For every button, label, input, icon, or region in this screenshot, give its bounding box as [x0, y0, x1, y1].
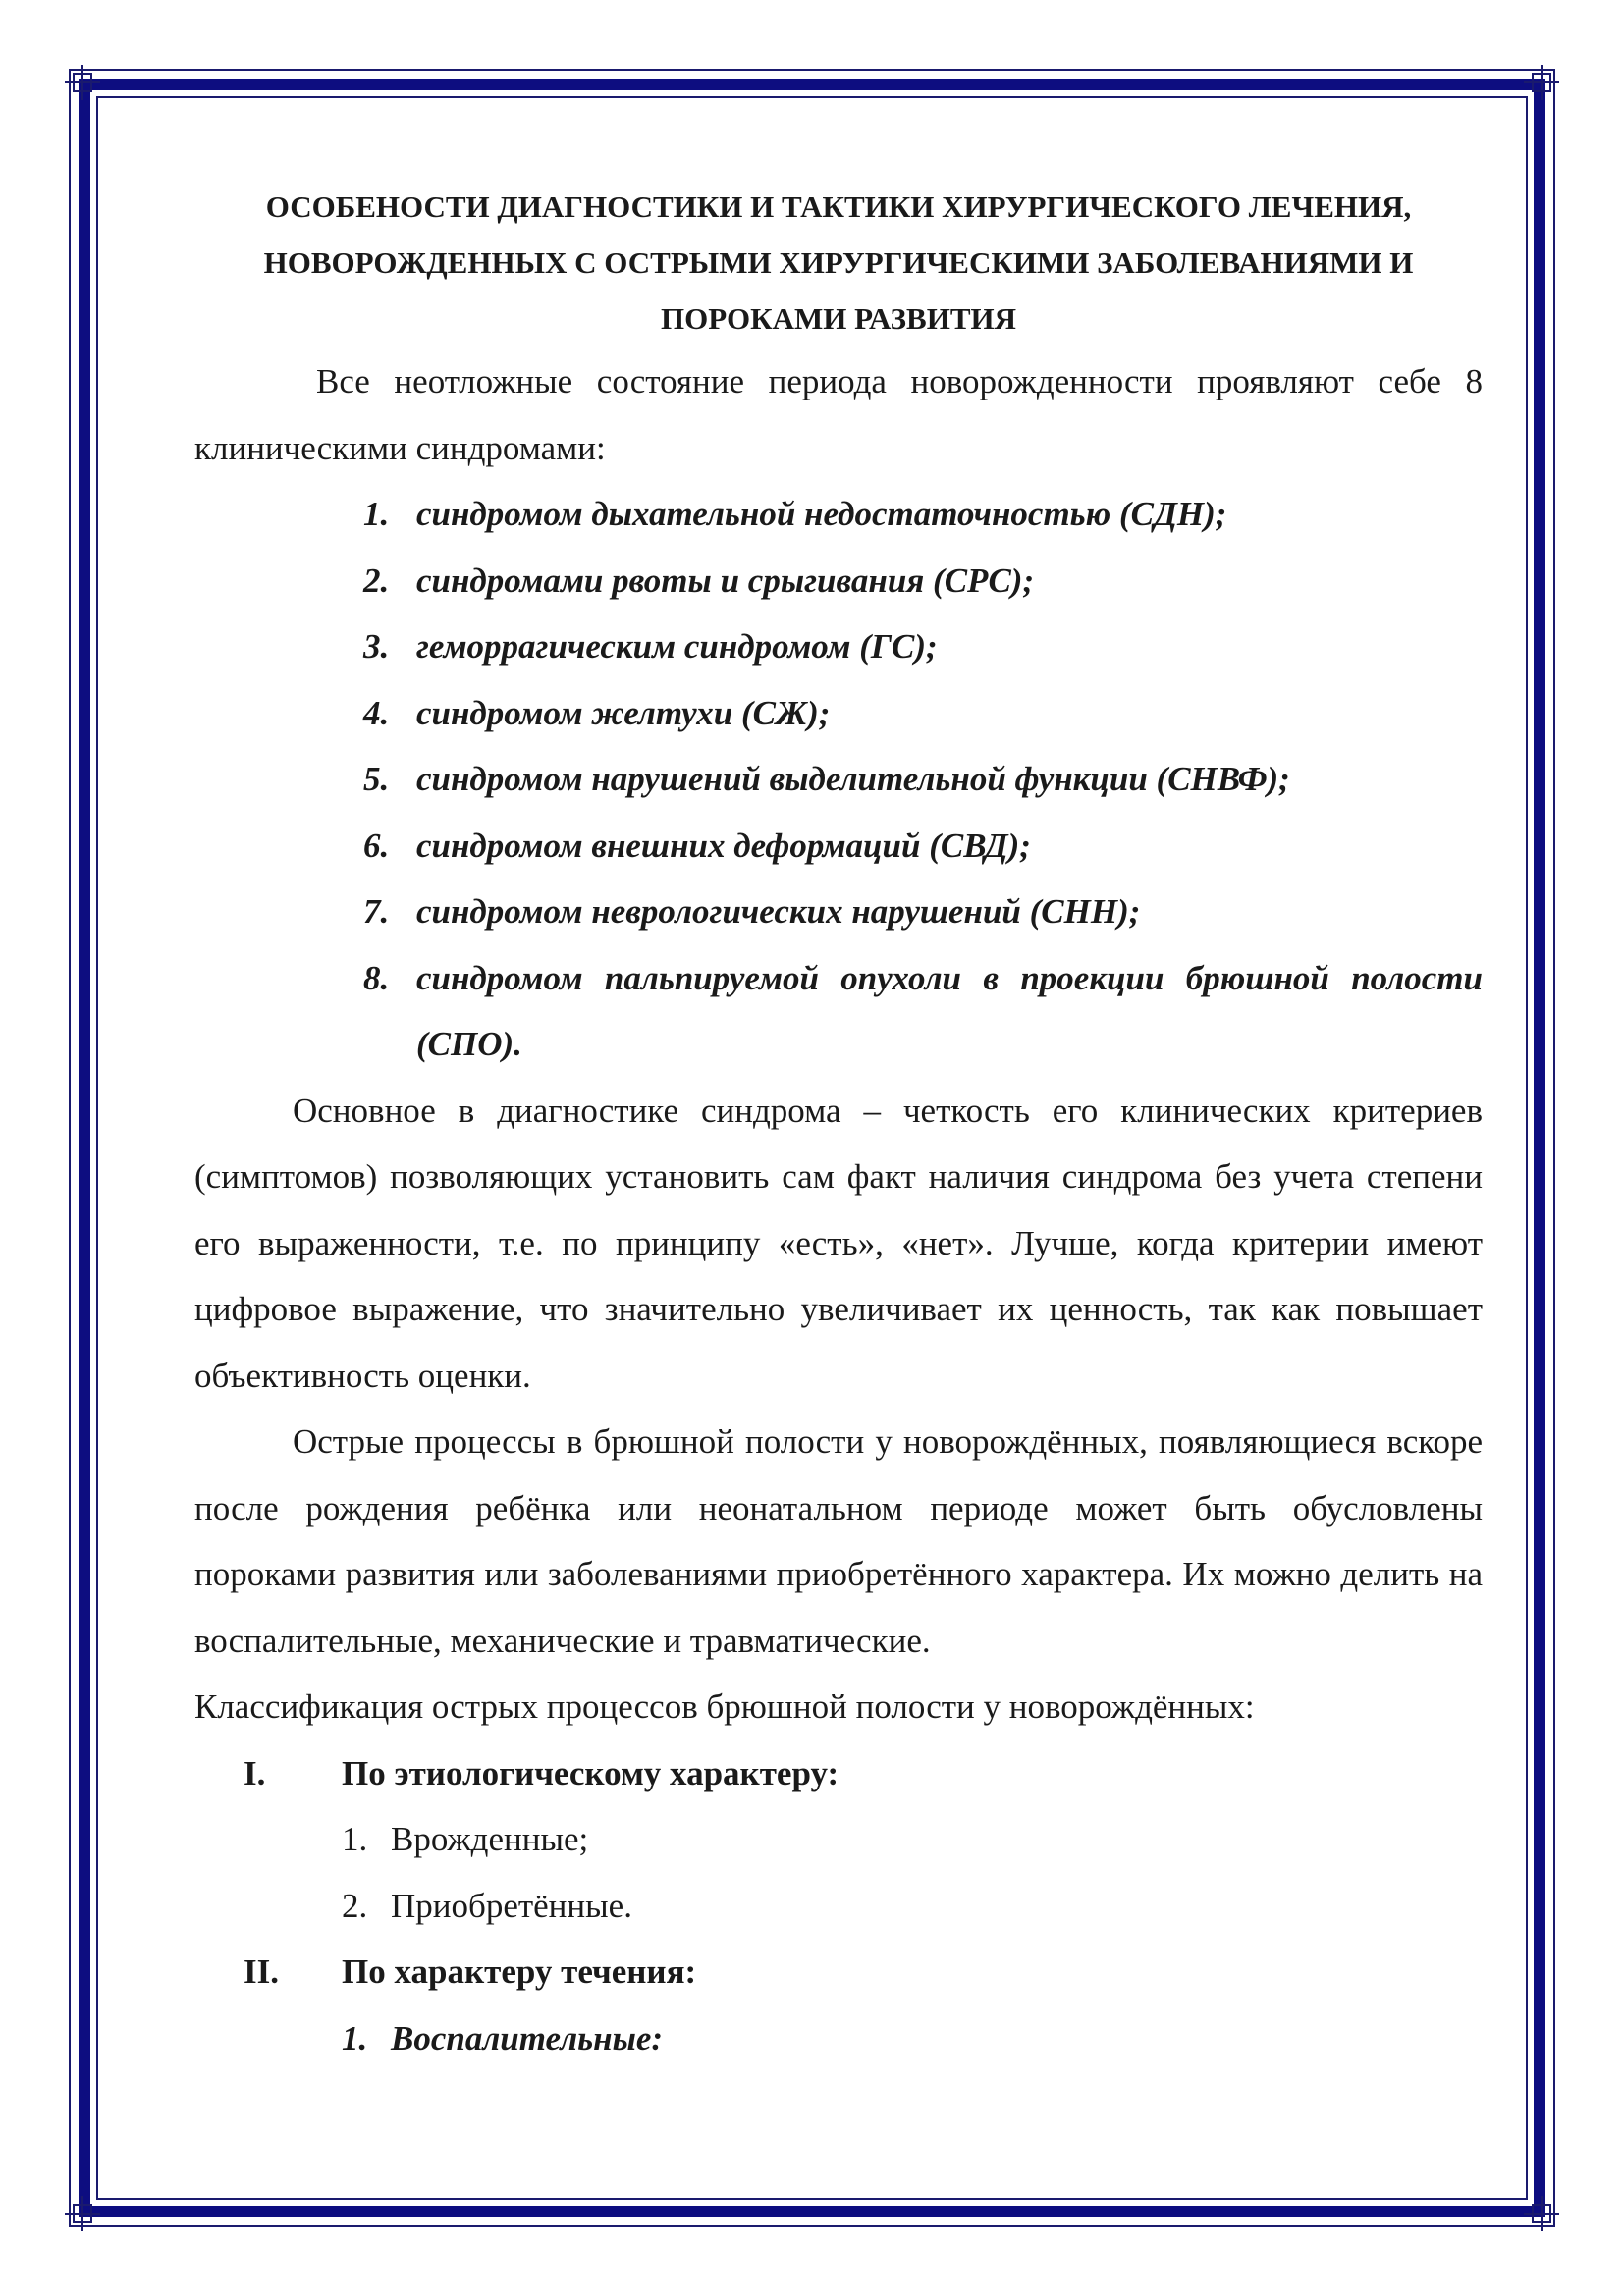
section-title: По этиологическому характеру: [342, 1753, 839, 1792]
list-item [194, 879, 1483, 945]
list-text: синдромом внешних деформаций (СВД); [416, 826, 1031, 865]
list-text: геморрагическим синдромом (ГС); [416, 627, 938, 666]
list-text: синдромом дыхательной недостаточностью (СДН); [416, 495, 1227, 533]
list-item [194, 746, 1483, 813]
list-item [194, 548, 1483, 614]
body-paragraph: Основное в диагностике синдрома – четкость его клинических критериев (симптомов) позволяющих установить сам факт наличия синдрома без учета степени его выраженности, т.е. по принципу «есть», «нет». Лучше, когда критерии имеют цифровое выражение, что значительно увеличивает их ценность, так как повышает объективность оценки. [194, 1091, 1483, 1395]
list-item [194, 680, 1483, 747]
section-number: I. [244, 1753, 266, 1792]
list-item [194, 614, 1483, 680]
syndrome-list [194, 481, 1483, 1078]
list-text: синдромами рвоты и срыгивания (СРС); [416, 561, 1035, 600]
list-item [194, 1873, 1483, 1940]
section-title: По характеру течения: [342, 1952, 697, 1991]
list-number: 1. [363, 495, 390, 533]
section-heading [194, 1740, 1483, 1807]
list-text: синдромом желтухи (СЖ); [416, 693, 831, 732]
list-text: синдромом неврологических нарушений (СНН); [416, 892, 1141, 931]
title-line: ПОРОКАМИ РАЗВИТИЯ [661, 301, 1016, 336]
list-number: 4. [363, 693, 390, 732]
list-number: 2. [342, 1886, 368, 1925]
frame-corner-ornament [65, 65, 100, 100]
list-text: синдромом пальпируемой опухоли в проекции брюшной полости (СПО). [416, 958, 1483, 1063]
list-item [194, 945, 1483, 1078]
frame-corner-ornament [1524, 65, 1559, 100]
document-body [194, 179, 1483, 2071]
body-paragraph: Острые процессы в брюшной полости у новорождённых, появляющиеся вскоре после рождения ребёнка или неонатальном периоде может быть обусловлены пороками развития или заболеваниями приобретённого характера. Их можно делить на воспалительные, механические и травматические. [194, 1422, 1483, 1660]
list-text: Приобретённые. [391, 1886, 632, 1925]
list-text: Врожденные; [391, 1820, 589, 1858]
list-number: 2. [363, 561, 390, 600]
title-line: НОВОРОЖДЕННЫХ С ОСТРЫМИ ХИРУРГИЧЕСКИМИ ЗАБОЛЕВАНИЯМИ И [263, 245, 1414, 280]
list-number: 7. [363, 892, 390, 931]
document-title [194, 179, 1483, 347]
list-number: 1. [342, 1820, 368, 1858]
list-item [194, 2005, 1483, 2072]
list-text: Воспалительные: [391, 2018, 664, 2057]
section-number: II. [244, 1952, 279, 1991]
list-number: 5. [363, 760, 390, 798]
intro-paragraph: Все неотложные состояние периода новорожденности проявляют себе 8 клиническими синдромами: [194, 362, 1483, 467]
frame-corner-ornament [1524, 2196, 1559, 2231]
list-number: 6. [363, 826, 390, 865]
list-item [194, 1806, 1483, 1873]
title-line: ОСОБЕНОСТИ ДИАГНОСТИКИ И ТАКТИКИ ХИРУРГИЧЕСКОГО ЛЕЧЕНИЯ, [265, 189, 1412, 224]
list-item [194, 813, 1483, 880]
list-text: синдромом нарушений выделительной функции (СНВФ); [416, 760, 1290, 798]
list-number: 8. [363, 958, 390, 997]
section-list [194, 1806, 1483, 1939]
classification-heading: Классификация острых процессов брюшной полости у новорождённых: [194, 1687, 1255, 1726]
section-heading [194, 1939, 1483, 2005]
frame-corner-ornament [65, 2196, 100, 2231]
list-number: 3. [363, 627, 390, 666]
list-item [194, 481, 1483, 548]
section-list [194, 2005, 1483, 2072]
list-number: 1. [342, 2018, 368, 2057]
